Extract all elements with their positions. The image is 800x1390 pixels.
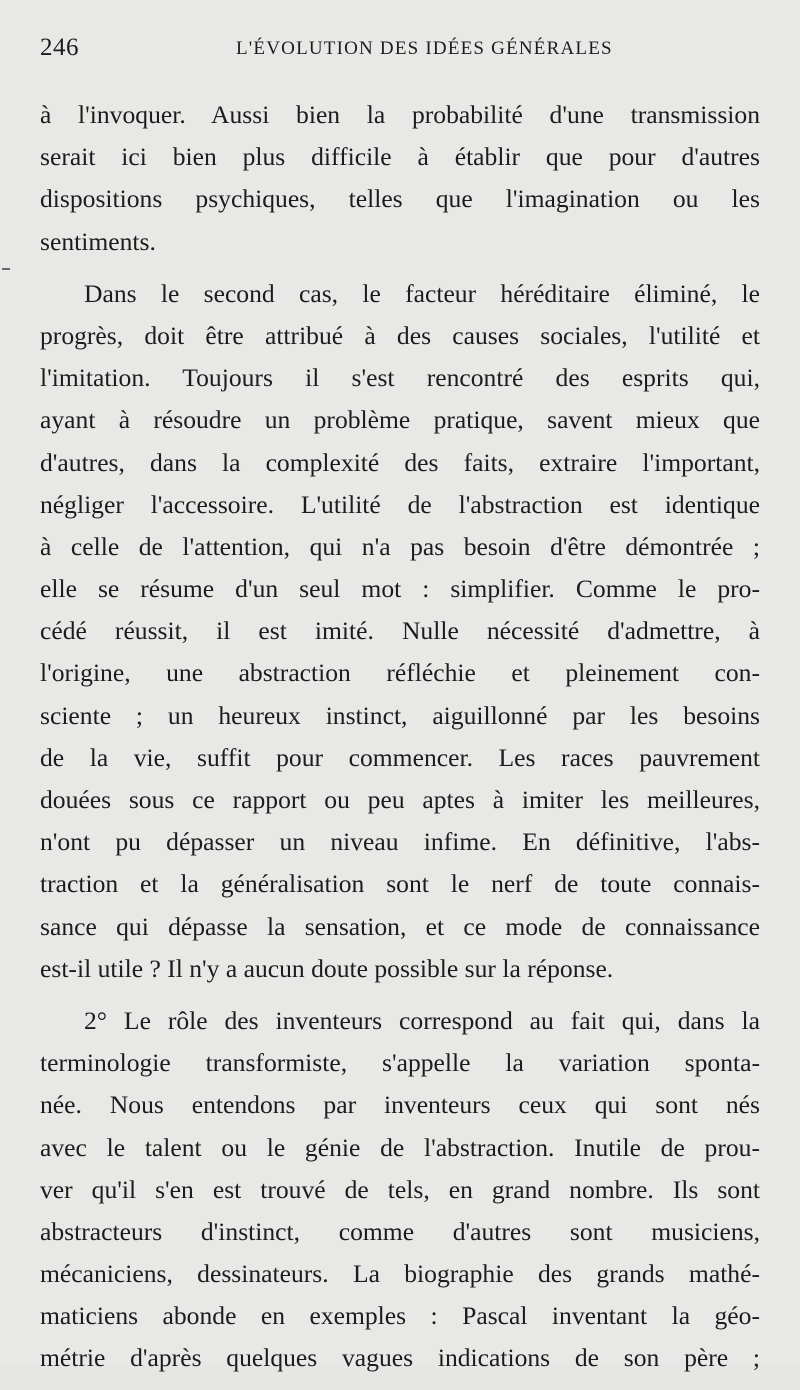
text-line: elle se résume d'un seul mot : simplifier. Comme le pro-	[40, 574, 760, 604]
paragraph	[40, 273, 760, 990]
text-line: l'imitation. Toujours il s'est rencontré des esprits qui,	[40, 363, 760, 393]
paragraph	[40, 94, 760, 263]
text-line: sciente ; un heureux instinct, aiguillonné par les besoins	[40, 700, 760, 730]
page-header	[40, 34, 760, 70]
text-line: douées sous ce rapport ou peu aptes à imiter les meilleures,	[40, 785, 760, 814]
text-line: l'origine, une abstraction réfléchie et pleinement con-	[40, 658, 760, 688]
text-line: est-il utile ? Il n'y a aucun doute possible sur la réponse.	[40, 953, 614, 983]
page-number: 246	[40, 34, 79, 61]
text-line: dispositions psychiques, telles que l'imagination ou les	[40, 184, 760, 214]
text-line: Dans le second cas, le facteur héréditaire éliminé, le	[84, 278, 760, 308]
text-line: à celle de l'attention, qui n'a pas besoin d'être démontrée ;	[40, 531, 760, 561]
text-line: d'autres, dans la complexité des faits, extraire l'important,	[40, 447, 760, 477]
text-line: négliger l'accessoire. L'utilité de l'abstraction est identique	[40, 489, 760, 519]
text-line: sentiments.	[40, 226, 156, 256]
text-line: ver qu'il s'en est trouvé de tels, en grand nombre. Ils sont	[40, 1174, 760, 1204]
text-line: 2° Le rôle des inventeurs correspond au fait qui, dans la	[84, 1005, 760, 1035]
text-line: ayant à résoudre un problème pratique, savent mieux que	[40, 405, 760, 435]
text-line: n'ont pu dépasser un niveau infime. En définitive, l'abs-	[40, 827, 760, 857]
paragraph	[40, 1000, 760, 1380]
text-line: avec le talent ou le génie de l'abstraction. Inutile de prou-	[40, 1132, 760, 1162]
text-line: mécaniciens, dessinateurs. La biographie des grands mathé-	[40, 1259, 760, 1289]
running-title: L'ÉVOLUTION DES IDÉES GÉNÉRALES	[236, 38, 613, 59]
text-line: serait ici bien plus difficile à établir que pour d'autres	[40, 142, 760, 172]
margin-mark	[2, 268, 10, 270]
body-text	[40, 94, 760, 1390]
text-line: sance qui dépasse la sensation, et ce mode de connaissance	[40, 911, 760, 941]
text-line: de la vie, suffit pour commencer. Les races pauvrement	[40, 742, 760, 772]
text-line: métrie d'après quelques vagues indications de son père ;	[40, 1343, 760, 1373]
text-line: traction et la généralisation sont le nerf de toute connais-	[40, 869, 760, 899]
text-line: progrès, doit être attribué à des causes sociales, l'utilité et	[40, 320, 760, 350]
text-line: à l'invoquer. Aussi bien la probabilité d'une transmission	[40, 100, 760, 129]
text-line: terminologie transformiste, s'appelle la variation sponta-	[40, 1048, 760, 1078]
text-line: abstracteurs d'instinct, comme d'autres sont musiciens,	[40, 1216, 760, 1246]
text-line: cédé réussit, il est imité. Nulle nécessité d'admettre, à	[40, 616, 760, 646]
text-line: maticiens abonde en exemples : Pascal inventant la géo-	[40, 1301, 760, 1331]
text-line: née. Nous entendons par inventeurs ceux qui sont nés	[40, 1090, 760, 1120]
